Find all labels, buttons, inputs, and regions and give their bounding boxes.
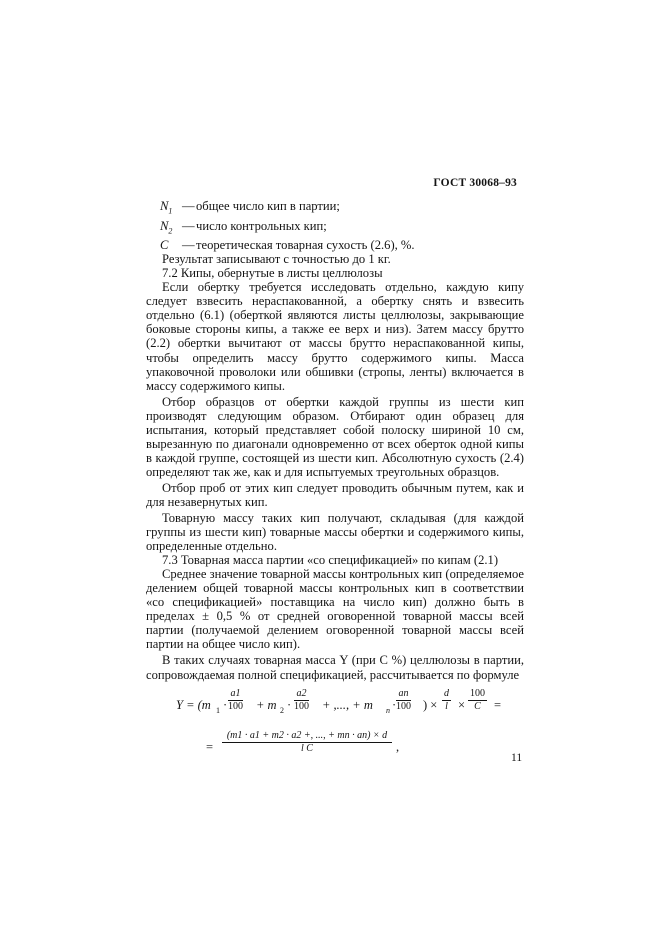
dash: — [182, 199, 195, 213]
formula-fraction: $\frac{(m1 \cdot a1 + m2 \cdot a2 +, ..., + mn \cdot an) \times d}{\text{l C}}$ [222, 730, 392, 755]
formula-term: × [458, 697, 466, 712]
definition-text: число контрольных кип; [196, 218, 327, 233]
formula-fraction: $\frac{a1}{100}$ [228, 687, 243, 712]
definition-text: теоретическая товарная сухость (2.6), %. [196, 238, 415, 253]
formula-fraction: $\frac{d}{l}$ [444, 687, 449, 712]
formula [146, 682, 524, 778]
symbol: C [160, 238, 169, 253]
formula-lhs: Y = (m [176, 697, 211, 712]
formula-line-1: Y = (m 1 · $\frac{a1}{100}$ + m 2 · $\frac{a2}{100}$ + ,..., + m n · $\frac{an}{100}$ ) × $\frac{d}{l}$ × $\frac{100}{C}$ = [176, 688, 516, 728]
formula-term: + ,..., + m [322, 697, 373, 712]
paragraph: Товарную массу таких кип получают, складывая (для каждой группы из шести кип) товарные массы обертки и содержимого кипы, определенные отдельно. [146, 511, 524, 554]
formula-subscript: n [386, 705, 390, 715]
page-number: 11 [511, 752, 523, 764]
section-heading: 7.3 Товарная масса партии «со спецификацией» по кипам (2.1) [162, 553, 499, 568]
formula-term: , [396, 739, 400, 754]
standard-header: ГОСТ 30068–93 [433, 177, 517, 189]
definition-item [160, 199, 524, 219]
formula-line-2 [176, 730, 516, 770]
paragraph: Отбор образцов от обертки каждой группы из шести кип производят следующим образом. Отбирают один образец для испытания, который представляет собой полоску шириной 10 см, вырезанную по диагонали одновременно от всех оберток одной кипы в каждой группе, состоящей из шести кип. Абсолютную сухость (2.4) определяют так же, как и для испытуемых треугольных образцов. [146, 394, 524, 479]
symbol: $N_2$ [160, 218, 173, 236]
paragraph: Если обертку требуется исследовать отдельно, каждую кипу следует взвесить нераспакованной, а обертку снять и взвесить отдельно (6.1) (оберткой являются листы целлюлозы, закрывающие боковые стороны кипы, а также ее верх и низ). Затем массу брутто (2.2) обертки вычитают от массы брутто нераспакованной кипы, чтобы определить массу брутто содержимого кипы. Масса упаковочной проволоки или обшивки (стропы, ленты) включается в массу содержимого кипы. [146, 280, 524, 393]
formula-term: ) × [423, 697, 438, 712]
formula-term: = [494, 697, 502, 712]
formula-subscript: 1 [216, 705, 220, 715]
formula-fraction: $\frac{a2}{100}$ [294, 687, 309, 712]
definitions-list [160, 199, 524, 252]
symbol: $N_1$ [160, 199, 173, 216]
dash: — [182, 218, 195, 233]
section-heading: 7.2 Кипы, обернутые в листы целлюлозы [162, 266, 383, 281]
definition-item [160, 219, 524, 239]
paragraph: Результат записывают с точностью до 1 кг. [162, 252, 391, 267]
formula-term: = [206, 739, 214, 754]
paragraph: Отбор проб от этих кип следует проводить обычным путем, как и для незавернутых кип. [146, 480, 524, 509]
formula-subscript: 2 [280, 705, 284, 715]
dash: — [182, 238, 195, 253]
text-body [146, 199, 524, 778]
paragraph: Среднее значение товарной массы контрольных кип (определяемое делением общей товарной массы контрольных кип в соответствии «со спецификацией» поставщика на число кип) должно быть в пределах ± 0,5 % от средней оговоренной товарной массы всей партии (получаемой делением оговоренной товарной массы всей партии на общее число кип). [146, 567, 524, 652]
definition-text: общее число кип в партии; [196, 199, 340, 213]
formula-fraction: $\frac{an}{100}$ [396, 687, 411, 712]
formula-fraction: $\frac{100}{C}$ [470, 687, 485, 712]
definition-item [160, 238, 524, 252]
paragraph: В таких случаях товарная масса Y (при C %) целлюлозы в партии, сопровождаемая полной спецификацией, рассчитывается по формуле [146, 653, 524, 682]
formula-term: + m [256, 697, 277, 712]
